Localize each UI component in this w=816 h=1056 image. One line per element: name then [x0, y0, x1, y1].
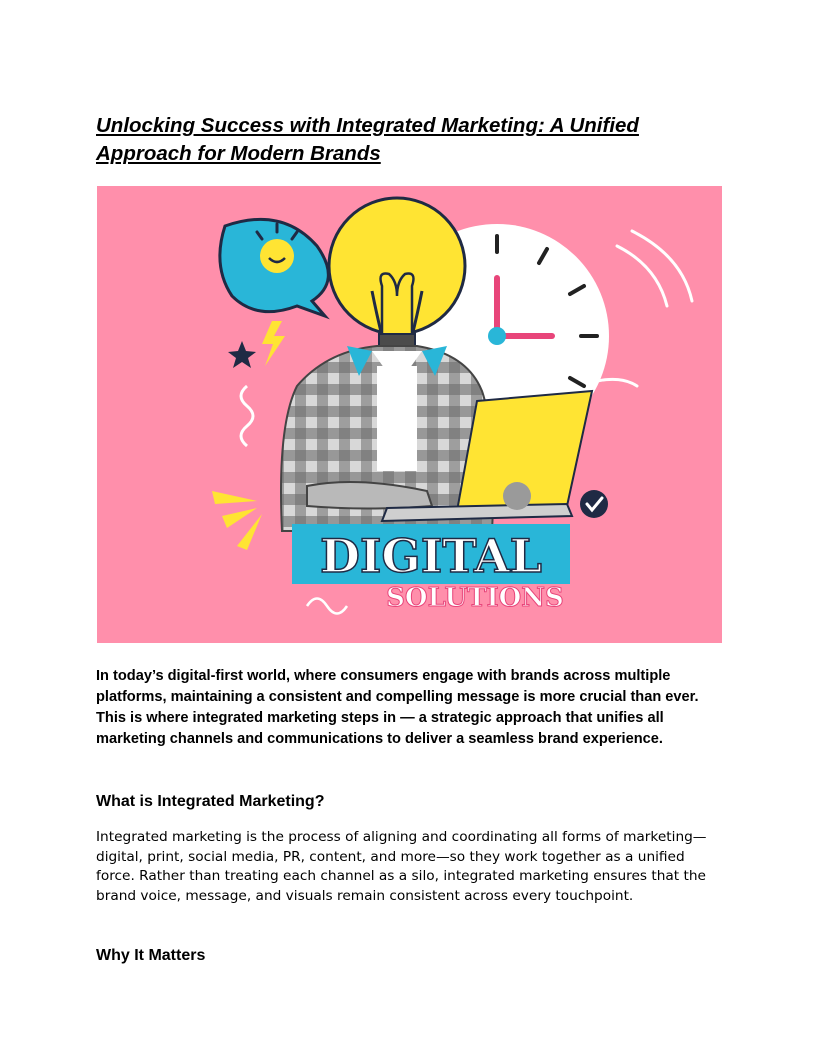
intro-paragraph: In today’s digital-first world, where consumers engage with brands across multiple platforms, maintaining a consistent and compelling message is more crucial than ever. This is where integrated marketing steps in — a strategic approach that unifies all marketing channels and communications to deliver a seamless brand experience. — [96, 668, 699, 747]
page-title: Unlocking Success with Integrated Marketing: A Unified Approach for Modern Brands — [96, 114, 639, 165]
check-badge-icon — [580, 490, 608, 518]
section-heading-why-it-matters: Why It Matters — [96, 947, 206, 964]
hero-text-solutions: SOLUTIONS — [386, 583, 564, 613]
section-heading-what-is-integrated-marketing: What is Integrated Marketing? — [96, 793, 325, 810]
section-body-what-is-integrated-marketing: Integrated marketing is the process of aligning and coordinating all forms of marketing—digital, print, social media, PR, content, and more—so they work together as a unified force. Rather than treating each channel as a silo, integrated marketing ensures that the brand voice, message, and visuals remain consistent across every touchpoint. — [96, 829, 707, 904]
hero-text-digital: DIGITAL — [320, 529, 542, 583]
hero-image — [97, 186, 722, 643]
